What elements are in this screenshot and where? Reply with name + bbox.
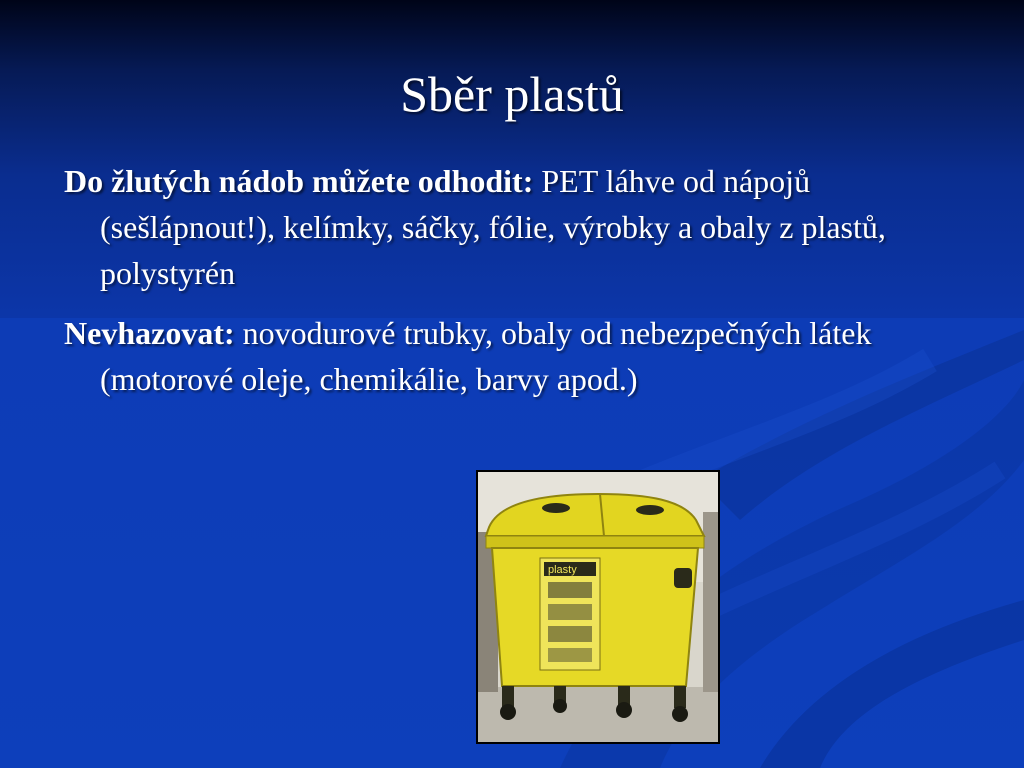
yellow-plastic-bin-photo — [476, 470, 720, 744]
bullet-forbidden — [64, 310, 950, 402]
bullet-allowed-heading: Do žlutých nádob můžete odhodit: — [64, 163, 534, 199]
bin-label: plasty — [548, 564, 577, 576]
bullet-allowed-text: PET láhve od nápojů (sešlápnout!), kelímky, sáčky, fólie, výrobky a obaly z plastů, polystyrén — [100, 163, 886, 291]
bullet-allowed — [64, 158, 950, 296]
slide-title: Sběr plastů — [400, 66, 624, 122]
bin-illustration — [478, 472, 718, 742]
bullet-forbidden-text: novodurové trubky, obaly od nebezpečných látek (motorové oleje, chemikálie, barvy apod.) — [100, 315, 872, 397]
bullet-forbidden-heading: Nevhazovat: — [64, 315, 235, 351]
